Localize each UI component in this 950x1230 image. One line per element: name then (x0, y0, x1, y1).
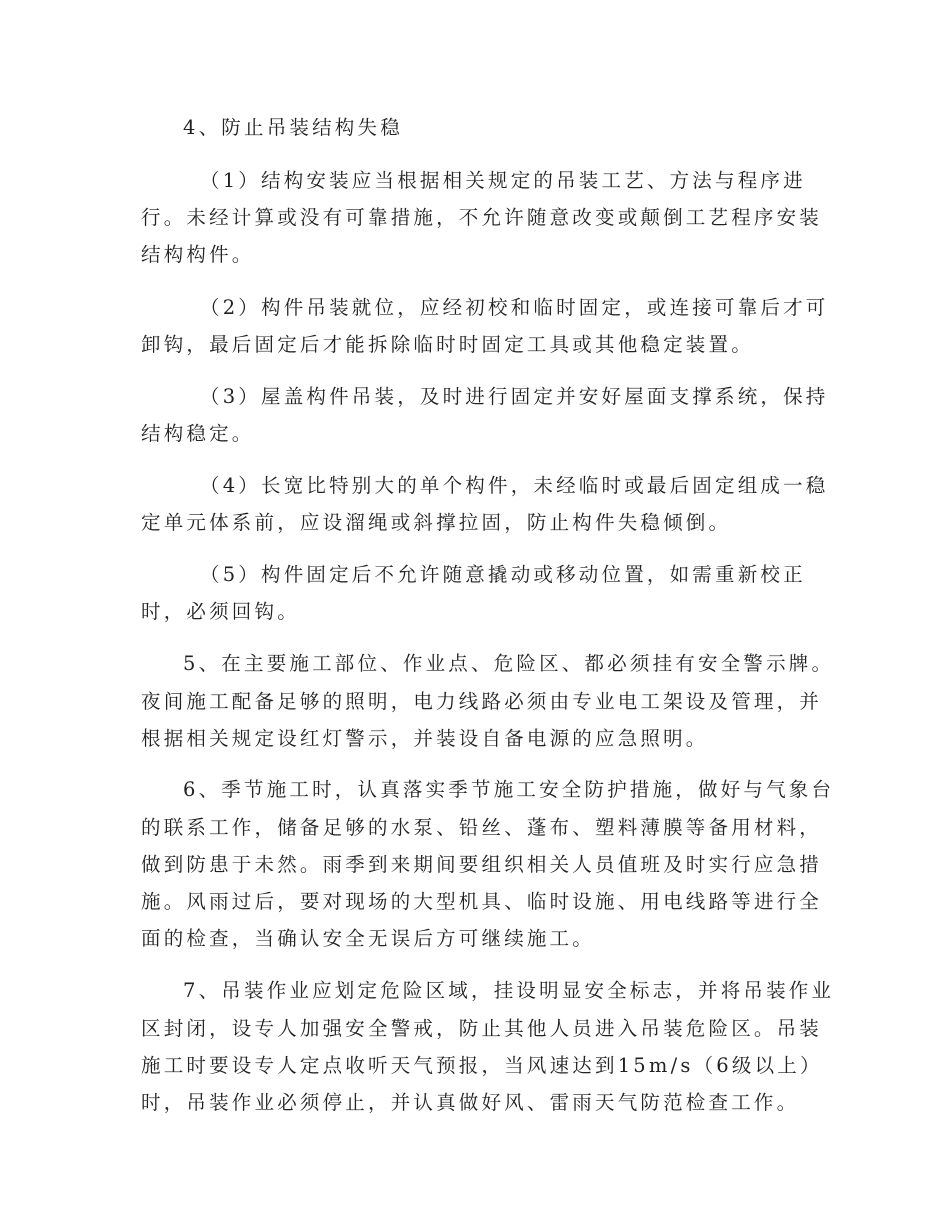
paragraph-line: 5、在主要施工部位、作业点、危险区、都必须挂有安全警示牌。 (183, 652, 835, 675)
paragraph-line: （4）长宽比特别大的单个构件，未经临时或最后固定组成一稳 (200, 474, 829, 497)
section-heading-4: 4、防止吊装结构失稳 (183, 116, 403, 139)
paragraph-line: 行。未经计算或没有可靠措施，不允许随意改变或颠倒工艺程序安装 (141, 206, 823, 229)
paragraph-line: （5）构件固定后不允许随意撬动或移动位置，如需重新校正 (200, 563, 806, 586)
paragraph-line: 6、季节施工时，认真落实季节施工安全防护措施，做好与气象台 (183, 778, 835, 801)
paragraph-line: 面的检查，当确认安全无误后方可继续施工。 (141, 927, 596, 950)
paragraph-line: 的联系工作，储备足够的水泵、铅丝、蓬布、塑料薄膜等备用材料， (141, 816, 823, 839)
paragraph-line: 施。风雨过后，要对现场的大型机具、临时设施、用电线路等进行全 (141, 890, 823, 913)
paragraph-line: （1）结构安装应当根据相关规定的吊装工艺、方法与程序进 (200, 169, 806, 192)
paragraph-line: 定单元体系前，应设溜绳或斜撑拉固，防止构件失稳倾倒。 (141, 511, 732, 534)
paragraph-line: 做到防患于未然。雨季到来期间要组织相关人员值班及时实行应急措 (141, 853, 823, 876)
paragraph-line: （2）构件吊装就位，应经初校和临时固定，或连接可靠后才可 (200, 296, 829, 319)
paragraph-line: 时，必须回钩。 (141, 600, 300, 623)
paragraph-line: 时，吊装作业必须停止，并认真做好风、雷雨天气防范检查工作。 (141, 1091, 800, 1114)
paragraph-line: （3）屋盖构件吊装，及时进行固定并安好屋面支撑系统，保持 (200, 385, 829, 408)
paragraph-line: 夜间施工配备足够的照明，电力线路必须由专业电工架设及管理，并 (141, 690, 823, 713)
paragraph-line: 结构构件。 (141, 243, 255, 266)
paragraph-line: 7、吊装作业应划定危险区域，挂设明显安全标志，并将吊装作业 (183, 979, 835, 1002)
paragraph-line: 卸钩，最后固定后才能拆除临时时固定工具或其他稳定装置。 (141, 333, 754, 356)
paragraph-line: 施工时要设专人定点收听天气预报，当风速达到15m/s（6级以上） (141, 1054, 823, 1077)
paragraph-line: 区封闭，设专人加强安全警戒，防止其他人员进入吊装危险区。吊装 (141, 1017, 823, 1040)
paragraph-line: 根据相关规定设红灯警示，并装设自备电源的应急照明。 (141, 727, 709, 750)
paragraph-line: 结构稳定。 (141, 422, 255, 445)
